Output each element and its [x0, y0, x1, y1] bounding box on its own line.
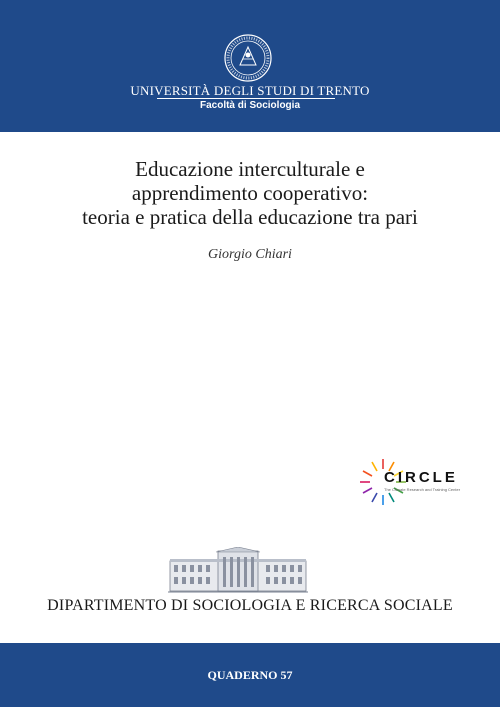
university-name: UNIVERSITÀ DEGLI STUDI DI TRENTO [130, 83, 370, 98]
title-line-1: Educazione interculturale e [135, 157, 365, 181]
department-name: DIPARTIMENTO DI SOCIOLOGIA E RICERCA SOCIALE [47, 597, 453, 614]
department-building-icon [168, 547, 308, 593]
title-line-3: teoria e pratica della educazione tra pari [82, 205, 418, 229]
author-name: Giorgio Chiari [208, 247, 292, 262]
title-line-2: apprendimento cooperativo: [131, 181, 369, 205]
quaderno-number: QUADERNO 57 [207, 668, 293, 682]
faculty-name: Facoltà di Sociologia [199, 100, 300, 111]
header-divider [157, 98, 335, 99]
circle-logo-subtitle: The Climate Research and Training Center [384, 487, 461, 492]
document-title [0, 157, 500, 229]
university-seal-icon [223, 33, 273, 83]
circle-logo-name: CIRCLE [384, 469, 458, 486]
